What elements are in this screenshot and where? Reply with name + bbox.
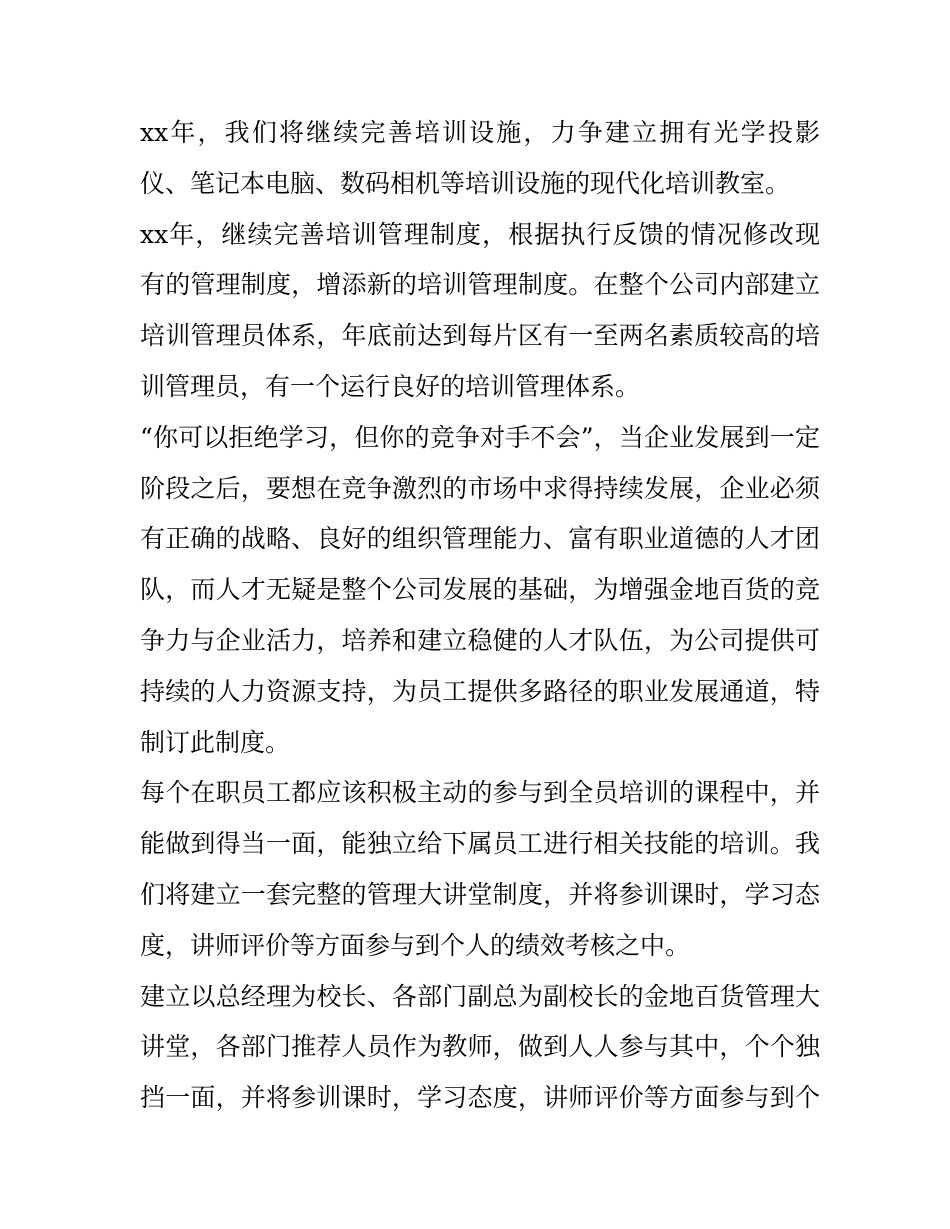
text-line: 持续的人力资源支持，为员工提供多路径的职业发展通道，特 (140, 676, 820, 706)
text-line: 能做到得当一面，能独立给下属员工进行相关技能的培训。我 (140, 829, 820, 859)
text-line: 培训管理员体系，年底前达到每片区有一至两名素质较高的培 (140, 321, 820, 351)
text-line: 训管理员，有一个运行良好的培训管理体系。 (140, 371, 641, 401)
text-line: 讲堂，各部门推荐人员作为教师，做到人人参与其中，个个独 (140, 1032, 820, 1062)
paragraph-training-management (140, 210, 820, 413)
text-line: 有正确的战略、良好的组织管理能力、富有职业道德的人才团 (140, 524, 820, 554)
text-line: 阶段之后，要想在竞争激烈的市场中求得持续发展，企业必须 (140, 473, 820, 503)
text-line: 挡一面，并将参训课时，学习态度，讲师评价等方面参与到个 (140, 1083, 820, 1113)
text-line: 们将建立一套完整的管理大讲堂制度，并将参训课时，学习态 (140, 879, 820, 909)
text-line: xx年，继续完善培训管理制度，根据执行反馈的情况修改现 (140, 219, 820, 249)
document-body (140, 108, 820, 1124)
text-line: 争力与企业活力，培养和建立稳健的人才队伍，为公司提供可 (140, 625, 820, 655)
paragraph-training-facilities (140, 108, 820, 210)
text-line: 每个在职员工都应该积极主动的参与到全员培训的课程中，并 (140, 778, 820, 808)
text-line: 度，讲师评价等方面参与到个人的绩效考核之中。 (140, 930, 691, 960)
text-line: 制订此制度。 (140, 727, 291, 757)
paragraph-purpose (140, 413, 820, 769)
text-line: 建立以总经理为校长、各部门副总为副校长的金地百货管理大 (140, 981, 820, 1011)
paragraph-employee-training (140, 768, 820, 971)
text-line: 队，而人才无疑是整个公司发展的基础，为增强金地百货的竞 (140, 575, 820, 605)
text-line: 仪、笔记本电脑、数码相机等培训设施的现代化培训教室。 (140, 168, 791, 198)
text-line: 有的管理制度，增添新的培训管理制度。在整个公司内部建立 (140, 270, 820, 300)
text-line: “你可以拒绝学习，但你的竞争对手不会”，当企业发展到一定 (140, 422, 820, 452)
text-line: xx年，我们将继续完善培训设施，力争建立拥有光学投影 (140, 118, 820, 147)
paragraph-management-lecture-hall (140, 972, 820, 1124)
